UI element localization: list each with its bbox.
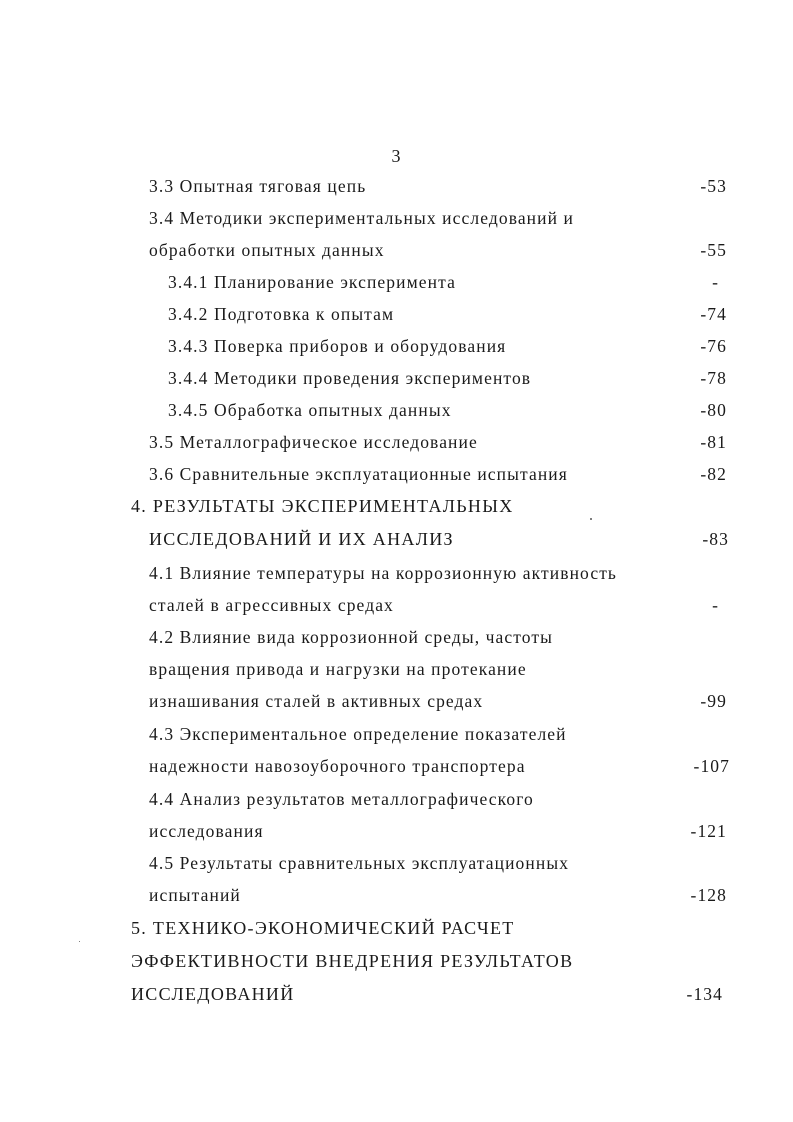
toc-page-3-4-5: -80 — [700, 400, 727, 420]
toc-entry-4-3-cont: надежности навозоуборочного транспортера — [149, 756, 526, 776]
toc-entry-4-4: 4.4 Анализ результатов металлографического — [149, 789, 534, 809]
toc-page-3-4-3: -76 — [700, 336, 727, 356]
toc-entry-3-4-3: 3.4.3 Поверка приборов и оборудования — [168, 336, 507, 356]
toc-entry-4-1: 4.1 Влияние температуры на коррозионную активность — [149, 563, 618, 583]
toc-entry-3-4-cont: обработки опытных данных — [149, 240, 385, 260]
toc-page-3-3: -53 — [700, 176, 727, 196]
toc-page-3-5: -81 — [700, 432, 727, 452]
toc-entry-4-2: 4.2 Влияние вида коррозионной среды, частоты — [149, 627, 554, 647]
toc-page-3-4: -55 — [700, 240, 727, 260]
toc-entry-3-4: 3.4 Методики экспериментальных исследований и — [149, 208, 575, 228]
toc-page-4-5: -128 — [690, 885, 727, 905]
toc-page-3-6: -82 — [700, 464, 727, 484]
toc-page-4-3: -107 — [693, 756, 730, 776]
toc-page-3-4-2: -74 — [700, 304, 727, 324]
toc-page-4-4: -121 — [690, 821, 727, 841]
scan-speck — [79, 941, 80, 942]
toc-chapter-5-cont-2: ИССЛЕДОВАНИЙ — [131, 984, 295, 1004]
toc-entry-3-4-1: 3.4.1 Планирование эксперимента — [168, 272, 456, 292]
toc-chapter-4-cont: ИССЛЕДОВАНИЙ И ИХ АНАЛИЗ — [149, 529, 454, 549]
toc-page-4-2: -99 — [700, 691, 727, 711]
toc-entry-4-4-cont: исследования — [149, 821, 264, 841]
toc-entry-3-3: 3.3 Опытная тяговая цепь — [149, 176, 367, 196]
page-number: 3 — [391, 146, 402, 166]
toc-page-chapter-4: -83 — [702, 529, 729, 549]
toc-page-3-4-4: -78 — [700, 368, 727, 388]
toc-chapter-5: 5. ТЕХНИКО-ЭКОНОМИЧЕСКИЙ РАСЧЕТ — [131, 918, 515, 938]
toc-entry-3-4-5: 3.4.5 Обработка опытных данных — [168, 400, 452, 420]
toc-entry-4-5: 4.5 Результаты сравнительных эксплуатационных — [149, 853, 570, 873]
toc-entry-3-4-4: 3.4.4 Методики проведения экспериментов — [168, 368, 532, 388]
toc-entry-3-6: 3.6 Сравнительные эксплуатационные испытания — [149, 464, 568, 484]
toc-entry-4-5-cont: испытаний — [149, 885, 241, 905]
toc-chapter-4: 4. РЕЗУЛЬТАТЫ ЭКСПЕРИМЕНТАЛЬНЫХ — [131, 496, 514, 516]
toc-page-3-4-1: - — [712, 272, 719, 292]
toc-entry-4-2-cont-2: изнашивания сталей в активных средах — [149, 691, 484, 711]
toc-entry-3-4-2: 3.4.2 Подготовка к опытам — [168, 304, 395, 324]
toc-chapter-5-cont-1: ЭФФЕКТИВНОСТИ ВНЕДРЕНИЯ РЕЗУЛЬТАТОВ — [131, 951, 574, 971]
toc-page-chapter-5: -134 — [686, 984, 723, 1004]
toc-entry-3-5: 3.5 Металлографическое исследование — [149, 432, 478, 452]
toc-entry-4-1-cont: сталей в агрессивных средах — [149, 595, 394, 615]
toc-entry-4-2-cont-1: вращения привода и нагрузки на протекание — [149, 659, 527, 679]
toc-page-4-1: - — [712, 595, 719, 615]
scan-speck — [590, 518, 592, 520]
toc-entry-4-3: 4.3 Экспериментальное определение показателей — [149, 724, 567, 744]
